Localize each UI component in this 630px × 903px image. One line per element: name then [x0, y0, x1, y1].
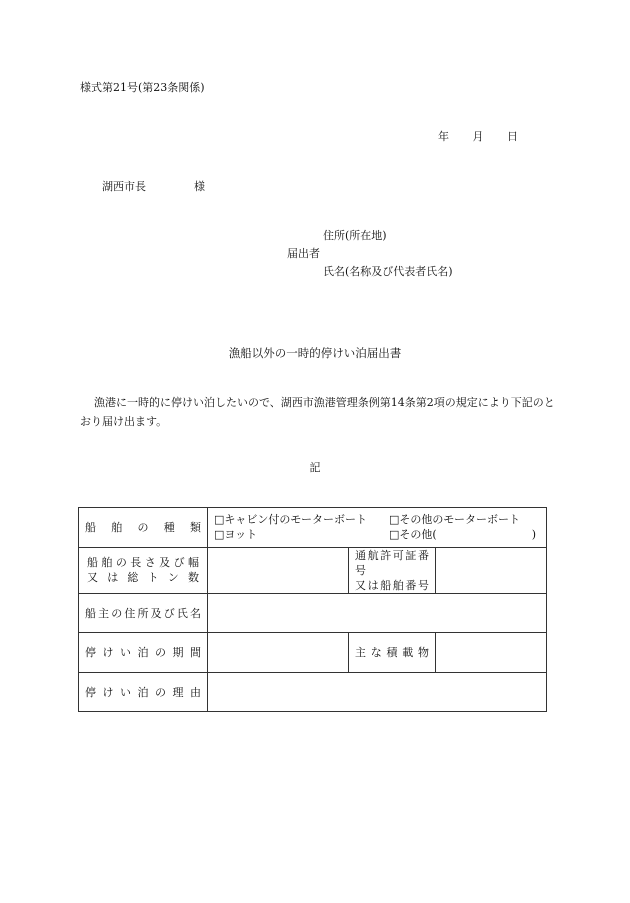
length-label-line1: 船舶の長さ及び幅	[87, 556, 199, 570]
date-day: 日	[507, 130, 518, 143]
option-other[interactable]: □その他(	[389, 528, 437, 542]
addressee	[102, 180, 205, 194]
document-title: 漁船以外の一時的停けい泊届出書	[228, 346, 402, 360]
reason-value[interactable]	[208, 672, 547, 712]
permit-value[interactable]	[436, 547, 547, 593]
table-row-owner	[79, 593, 547, 633]
form-number: 様式第21号(第23条関係)	[80, 81, 205, 94]
filer-name-label: 氏名(名称及び代表者氏名)	[323, 265, 453, 278]
filer-address-label: 住所(所在地)	[323, 229, 387, 242]
table-row-reason	[79, 672, 547, 712]
period-label: 停けい泊の期間	[79, 633, 208, 673]
vessel-type-label: 船舶の種類	[79, 508, 208, 548]
addressee-name: 湖西市長	[102, 180, 146, 193]
option-yacht[interactable]: □ヨット	[214, 528, 258, 542]
table-row-period	[79, 633, 547, 673]
owner-value[interactable]	[208, 593, 547, 633]
length-label	[79, 547, 208, 593]
addressee-honorific: 様	[194, 180, 205, 193]
table-row-vessel-type	[79, 508, 547, 548]
filer-label: 届出者	[287, 247, 320, 260]
date-year: 年	[438, 130, 449, 143]
owner-label: 船主の住所及び氏名	[79, 593, 208, 633]
notification-table	[78, 507, 547, 712]
option-other-motorboat[interactable]: □その他のモーターボート	[389, 513, 520, 527]
permit-label-line1: 通航許可証番号	[355, 548, 429, 577]
length-label-line2: 又は総トン数	[87, 571, 199, 585]
body-text: 漁港に一時的に停けい泊したいので、湖西市漁港管理条例第14条第2項の規定により下記のとおり届け出ます。	[80, 396, 555, 428]
cargo-label: 主な積載物	[349, 633, 436, 673]
vessel-type-options	[208, 508, 547, 548]
ki-heading: 記	[309, 461, 321, 474]
length-value[interactable]	[208, 547, 349, 593]
option-cabin-motorboat[interactable]: □キャビン付のモーターボート	[214, 513, 367, 527]
date-month: 月	[472, 130, 484, 143]
cargo-value[interactable]	[436, 633, 547, 673]
table-row-length	[79, 547, 547, 593]
permit-label-line2: 又は船舶番号	[355, 578, 429, 592]
option-other-close: )	[531, 528, 537, 542]
permit-label	[349, 547, 436, 593]
date-line	[438, 130, 538, 144]
reason-label: 停けい泊の理由	[79, 672, 208, 712]
period-value[interactable]	[208, 633, 349, 673]
